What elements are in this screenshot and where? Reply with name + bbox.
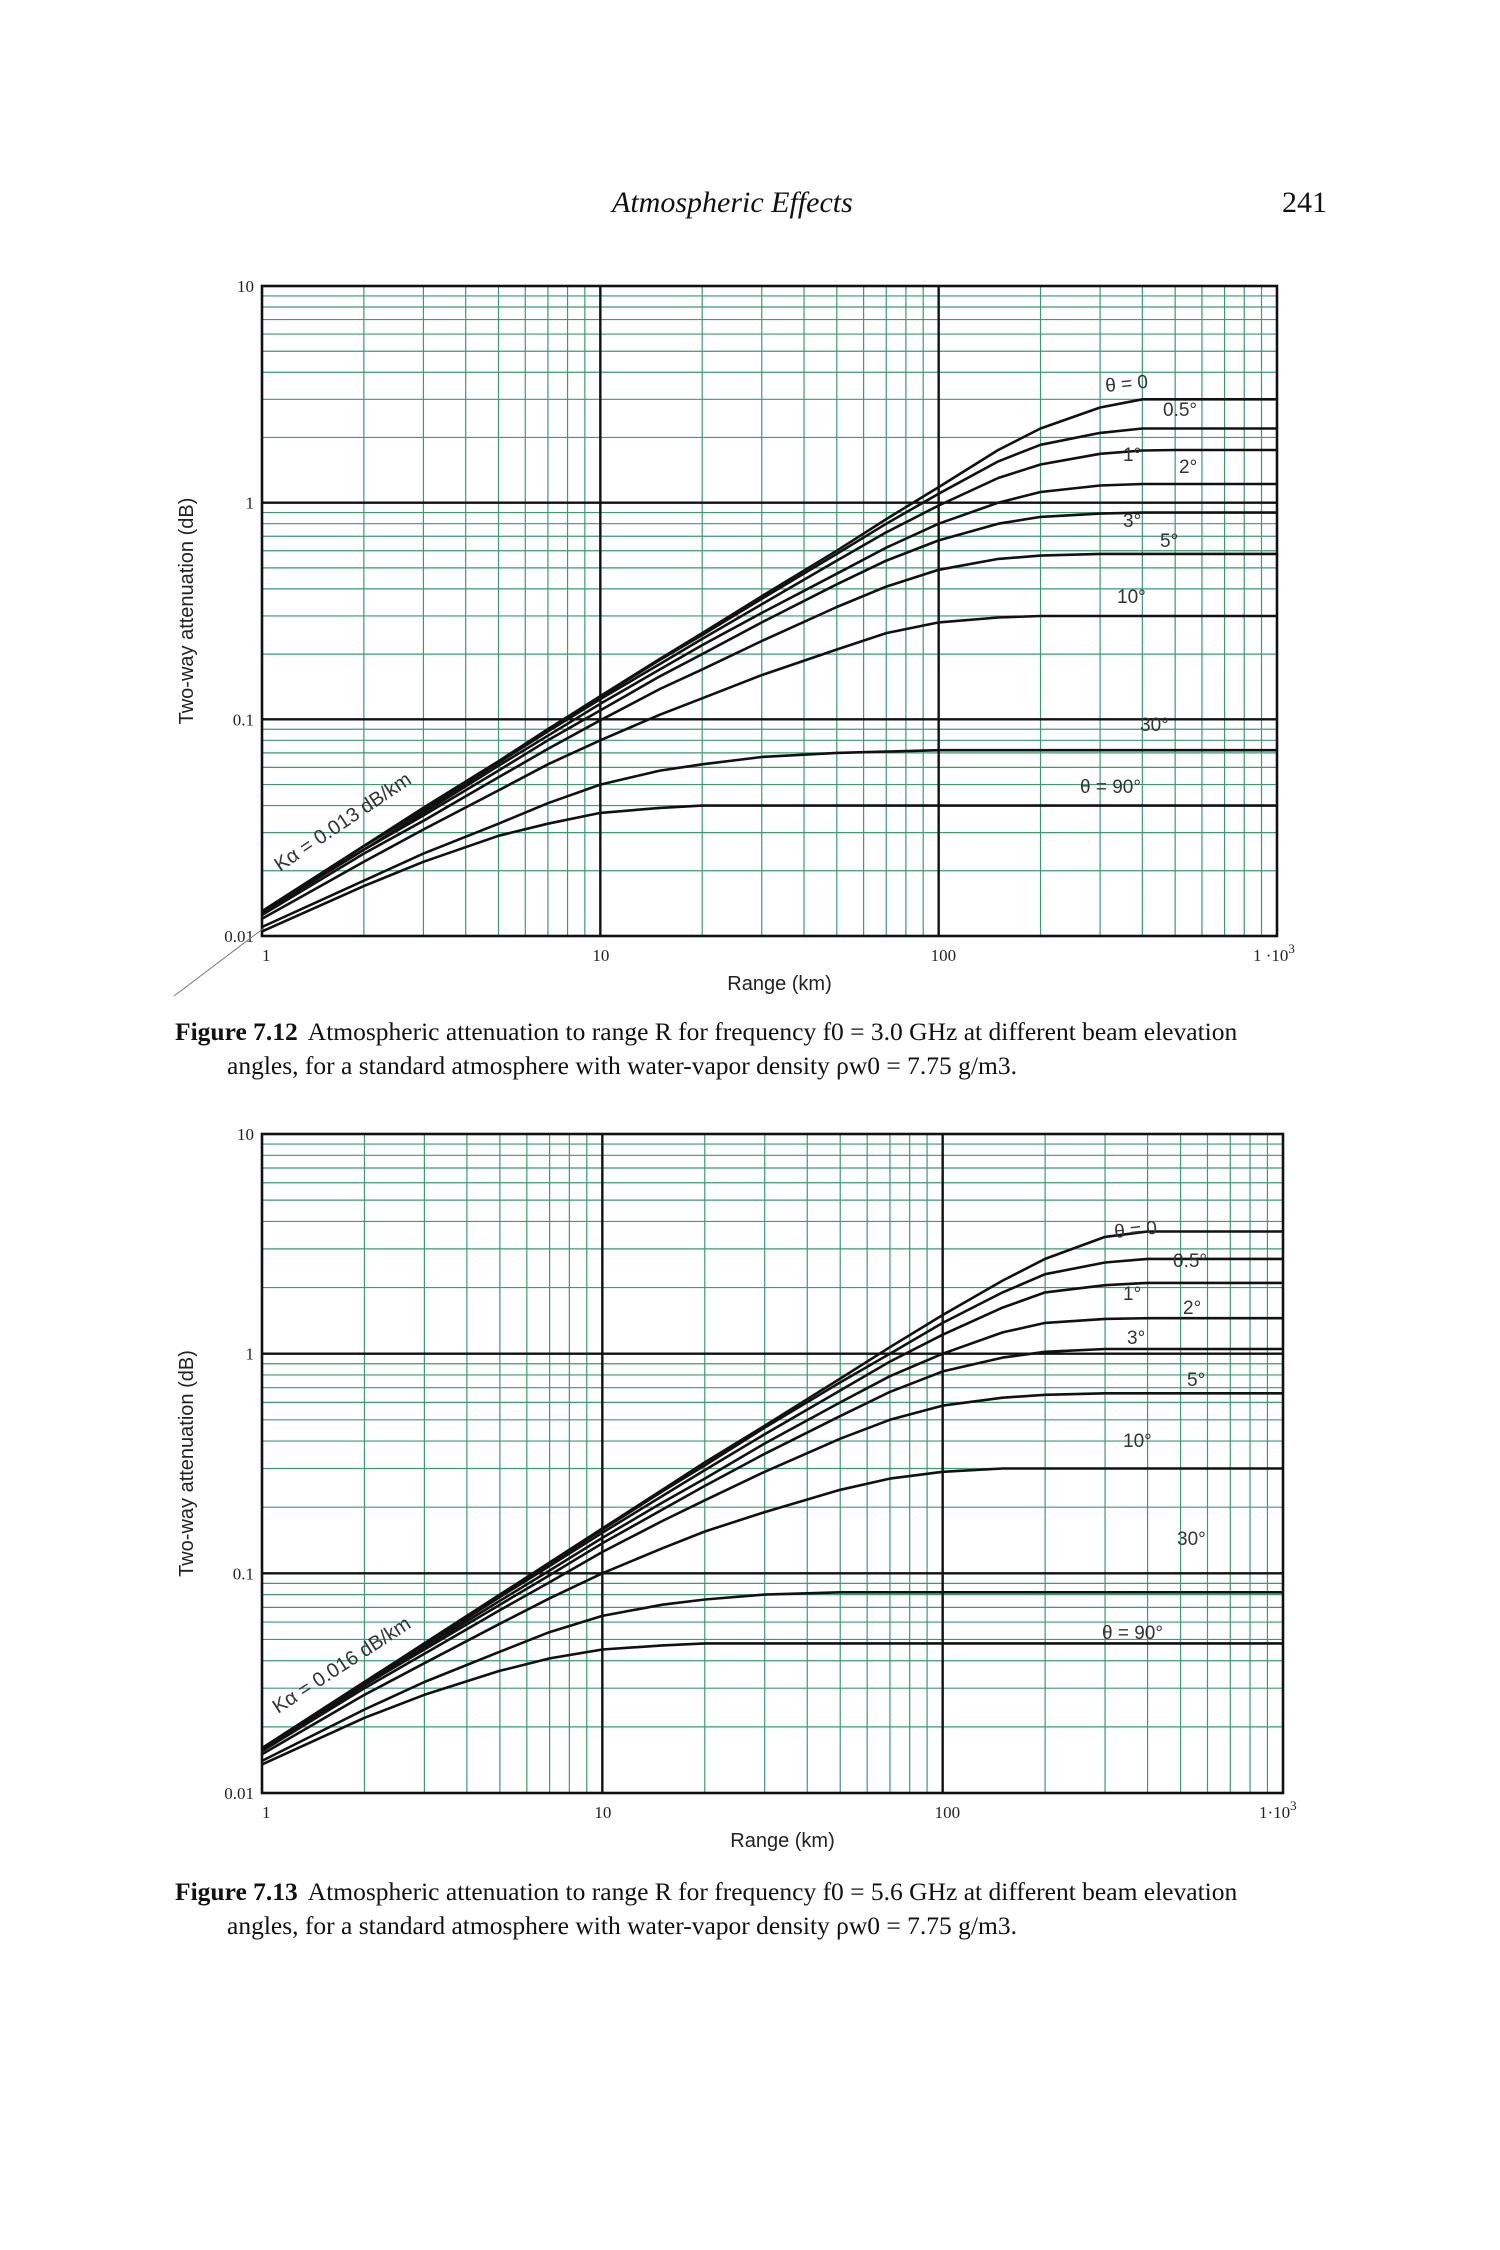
series-label: 5° bbox=[1160, 531, 1179, 552]
y-tick-label: 0.01 bbox=[224, 927, 254, 946]
x-tick-label: 1 bbox=[262, 946, 271, 965]
series-label: 5° bbox=[1187, 1370, 1206, 1391]
x-axis-title: Range (km) bbox=[730, 1830, 835, 1852]
series-label: θ = 90° bbox=[1102, 1623, 1163, 1644]
x-tick-label: $1\cdot 10^3$ bbox=[1259, 1798, 1297, 1822]
series-label: 3° bbox=[1127, 1328, 1146, 1349]
series-label: 30° bbox=[1140, 715, 1169, 736]
figure-label: Figure 7.13 bbox=[175, 1877, 298, 1906]
series-label: 10° bbox=[1123, 1431, 1152, 1452]
page-number: 241 bbox=[1282, 186, 1327, 219]
figure-caption bbox=[175, 1875, 1305, 1943]
attenuation-chart-3ghz bbox=[160, 262, 1340, 1002]
attenuation-rate-text: = 0.013 dB/km bbox=[291, 768, 416, 863]
series-label: θ = 90° bbox=[1080, 777, 1141, 798]
figure-7-13 bbox=[160, 1110, 1340, 1860]
series-label: 2° bbox=[1183, 1298, 1202, 1319]
running-head bbox=[0, 182, 1500, 222]
series-label: θ = 0 bbox=[1113, 1217, 1159, 1243]
attenuation-rate-text: = 0.016 dB/km bbox=[289, 1612, 415, 1705]
series-label: 2° bbox=[1179, 457, 1198, 478]
x-tick-label: $1 \cdot 10^3$ bbox=[1253, 941, 1295, 965]
y-tick-label: 10 bbox=[237, 1125, 254, 1144]
figure-label: Figure 7.12 bbox=[175, 1017, 298, 1046]
x-tick-label: 10 bbox=[592, 946, 610, 965]
series-line bbox=[262, 1643, 1283, 1764]
caption-text: Atmospheric attenuation to range R for frequency f0 = 5.6 GHz at different beam elevation angles, for a standard atmosphere with water-vapor density ρw0 = 7.75 g/m3. bbox=[227, 1877, 1238, 1940]
series-line bbox=[262, 1592, 1283, 1761]
series-line bbox=[262, 1318, 1283, 1748]
series-label: 1° bbox=[1123, 1284, 1142, 1305]
caption-text: Atmospheric attenuation to range R for frequency f0 = 3.0 GHz at different beam elevation angles, for a standard atmosphere with water-vapor density ρw0 = 7.75 g/m3. bbox=[227, 1017, 1238, 1080]
series-label: 30° bbox=[1177, 1529, 1206, 1550]
figure-caption bbox=[175, 1015, 1305, 1083]
x-axis-title: Range (km) bbox=[727, 973, 832, 995]
series-line bbox=[262, 1469, 1283, 1755]
running-title: Atmospheric Effects bbox=[612, 186, 853, 219]
attenuation-rate-annotation: Kα = 0.013 dB/km bbox=[270, 768, 416, 877]
series-label: 0.5° bbox=[1173, 1251, 1208, 1272]
y-tick-label: 0.1 bbox=[232, 710, 254, 730]
y-tick-label: 0.1 bbox=[232, 1564, 254, 1584]
series-label: 3° bbox=[1123, 511, 1142, 532]
y-tick-label: 10 bbox=[237, 277, 254, 296]
figure-7-12 bbox=[160, 262, 1340, 1002]
x-tick-label: 1 bbox=[262, 1803, 271, 1822]
x-tick-superscript: 3 bbox=[1290, 1798, 1297, 1813]
x-tick-label: 100 bbox=[930, 946, 957, 965]
y-tick-label: 1 bbox=[245, 493, 254, 513]
leader-line bbox=[174, 928, 264, 996]
y-tick-label: 0.01 bbox=[224, 1784, 254, 1803]
x-tick-superscript: 3 bbox=[1288, 941, 1295, 956]
y-axis-title: Two-way attenuation (dB) bbox=[176, 1350, 198, 1577]
y-axis-title: Two-way attenuation (dB) bbox=[176, 497, 198, 725]
series-label: 0.5° bbox=[1163, 400, 1198, 421]
series-line bbox=[262, 513, 1277, 913]
attenuation-chart-5-6ghz bbox=[160, 1110, 1340, 1860]
series-line bbox=[262, 1349, 1283, 1749]
y-tick-label: 1 bbox=[245, 1344, 254, 1364]
series-line bbox=[262, 429, 1277, 912]
attenuation-rate-annotation: Kα = 0.016 dB/km bbox=[268, 1612, 415, 1719]
series-label: θ = 0 bbox=[1104, 371, 1150, 397]
series-label: 1° bbox=[1123, 445, 1142, 466]
x-tick-label: 100 bbox=[934, 1803, 961, 1822]
series-line bbox=[262, 484, 1277, 911]
x-tick-label: 10 bbox=[594, 1803, 612, 1822]
series-line bbox=[262, 1232, 1283, 1749]
series-label: 10° bbox=[1117, 587, 1146, 608]
